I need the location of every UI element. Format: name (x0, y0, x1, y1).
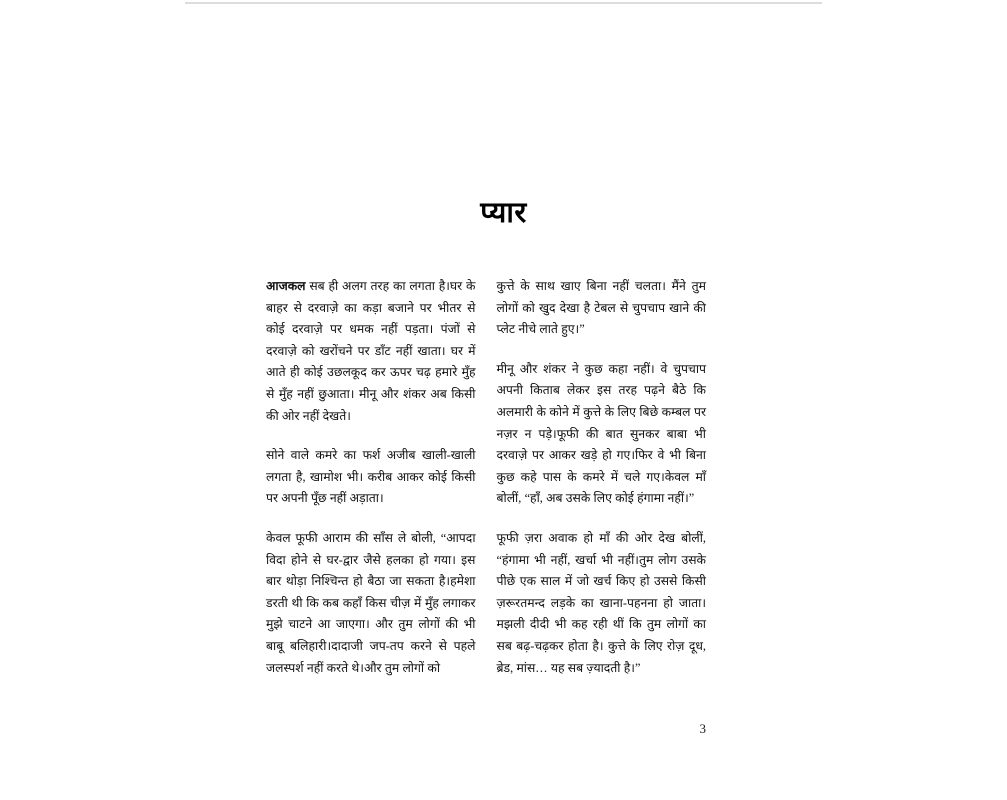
paragraph (266, 445, 476, 510)
column-right (497, 276, 707, 679)
paragraph-body: सब ही अलग तरह का लगता है।घर के बाहर से दरवाज़े का कड़ा बजाने पर भीतर से कोई दरवाज़े पर धमक नहीं पड़ता। पंजों से दरवाज़े को खरोंचने पर डाँट नहीं खाता। घर में आते ही कोई उछलकूद कर ऊपर चढ़ हमारे मुँह से मुँह नहीं छुआता। मीनू और शंकर अब किसी की ओर नहीं देखते। (266, 279, 476, 423)
paragraph-body: मीनू और शंकर ने कुछ कहा नहीं। वे चुपचाप अपनी किताब लेकर इस तरह पढ़ने बैठे कि अलमारी के कोने में कुत्ते के लिए बिछे कम्बल पर नज़र न पड़े।फूफी की बात सुनकर बाबा भी दरवाज़े पर आकर खड़े हो गए।फिर वे भी बिना कुछ कहे पास के कमरे में चले गए।केवल माँ बोलीं, “हाँ, अब उसके लिए कोई हंगामा नहीं।” (496, 361, 706, 506)
page-number: 3 (699, 721, 706, 736)
paragraph-body: फूफी ज़रा अवाक हो माँ की ओर देख बोलीं, “हंगामा भी नहीं, खर्चा भी नहीं।तुम लोग उसके पीछे एक साल में जो खर्च किए हो उससे किसी ज़रूरतमन्द लड़के का खाना-पहनना हो जाता। मझली दीदी भी कह रही थीं कि तुम लोगों का सब बढ़-चढ़कर होता है। कुत्ते के लिए रोज़ दूध, ब्रेड, मांस… यह सब ज़्यादती है।” (496, 530, 706, 675)
paragraph (497, 528, 707, 679)
column-left (266, 276, 476, 679)
paragraph (497, 359, 707, 510)
text-columns (266, 276, 706, 679)
page-top-rule (185, 2, 822, 4)
paragraph-lead: आजकल (266, 279, 306, 293)
paragraph (497, 276, 707, 341)
paragraph-body: केवल फूफी आराम की साँस ले बोली, “आपदा विदा होने से घर-द्वार जैसे हलका हो गया। इस बार थोड़ा निश्चिन्त हो बैठा जा सकता है।हमेशा डरती थी कि कब कहाँ किस चीज़ में मुँह लगाकर मुझे चाटने आ जाएगा। और तुम लोगों की भी बाबू बलिहारी।दादाजी जप-तप करने से पहले जलस्पर्श नहीं करते थे।और तुम लोगों को (266, 530, 476, 675)
paragraph-body: कुत्ते के साथ खाए बिना नहीं चलता। मैंने तुम लोगों को खुद देखा है टेबल से चुपचाप खाने की प्लेट नीचे लाते हुए।” (496, 279, 706, 337)
paragraph (266, 528, 476, 679)
paragraph-body: सोने वाले कमरे का फर्श अजीब खाली-खाली लगता है, खामोश भी। करीब आकर कोई किसी पर अपनी पूँछ नहीं अड़ाता। (266, 448, 476, 506)
paragraph (266, 276, 476, 427)
chapter-title: प्यार (480, 197, 527, 229)
